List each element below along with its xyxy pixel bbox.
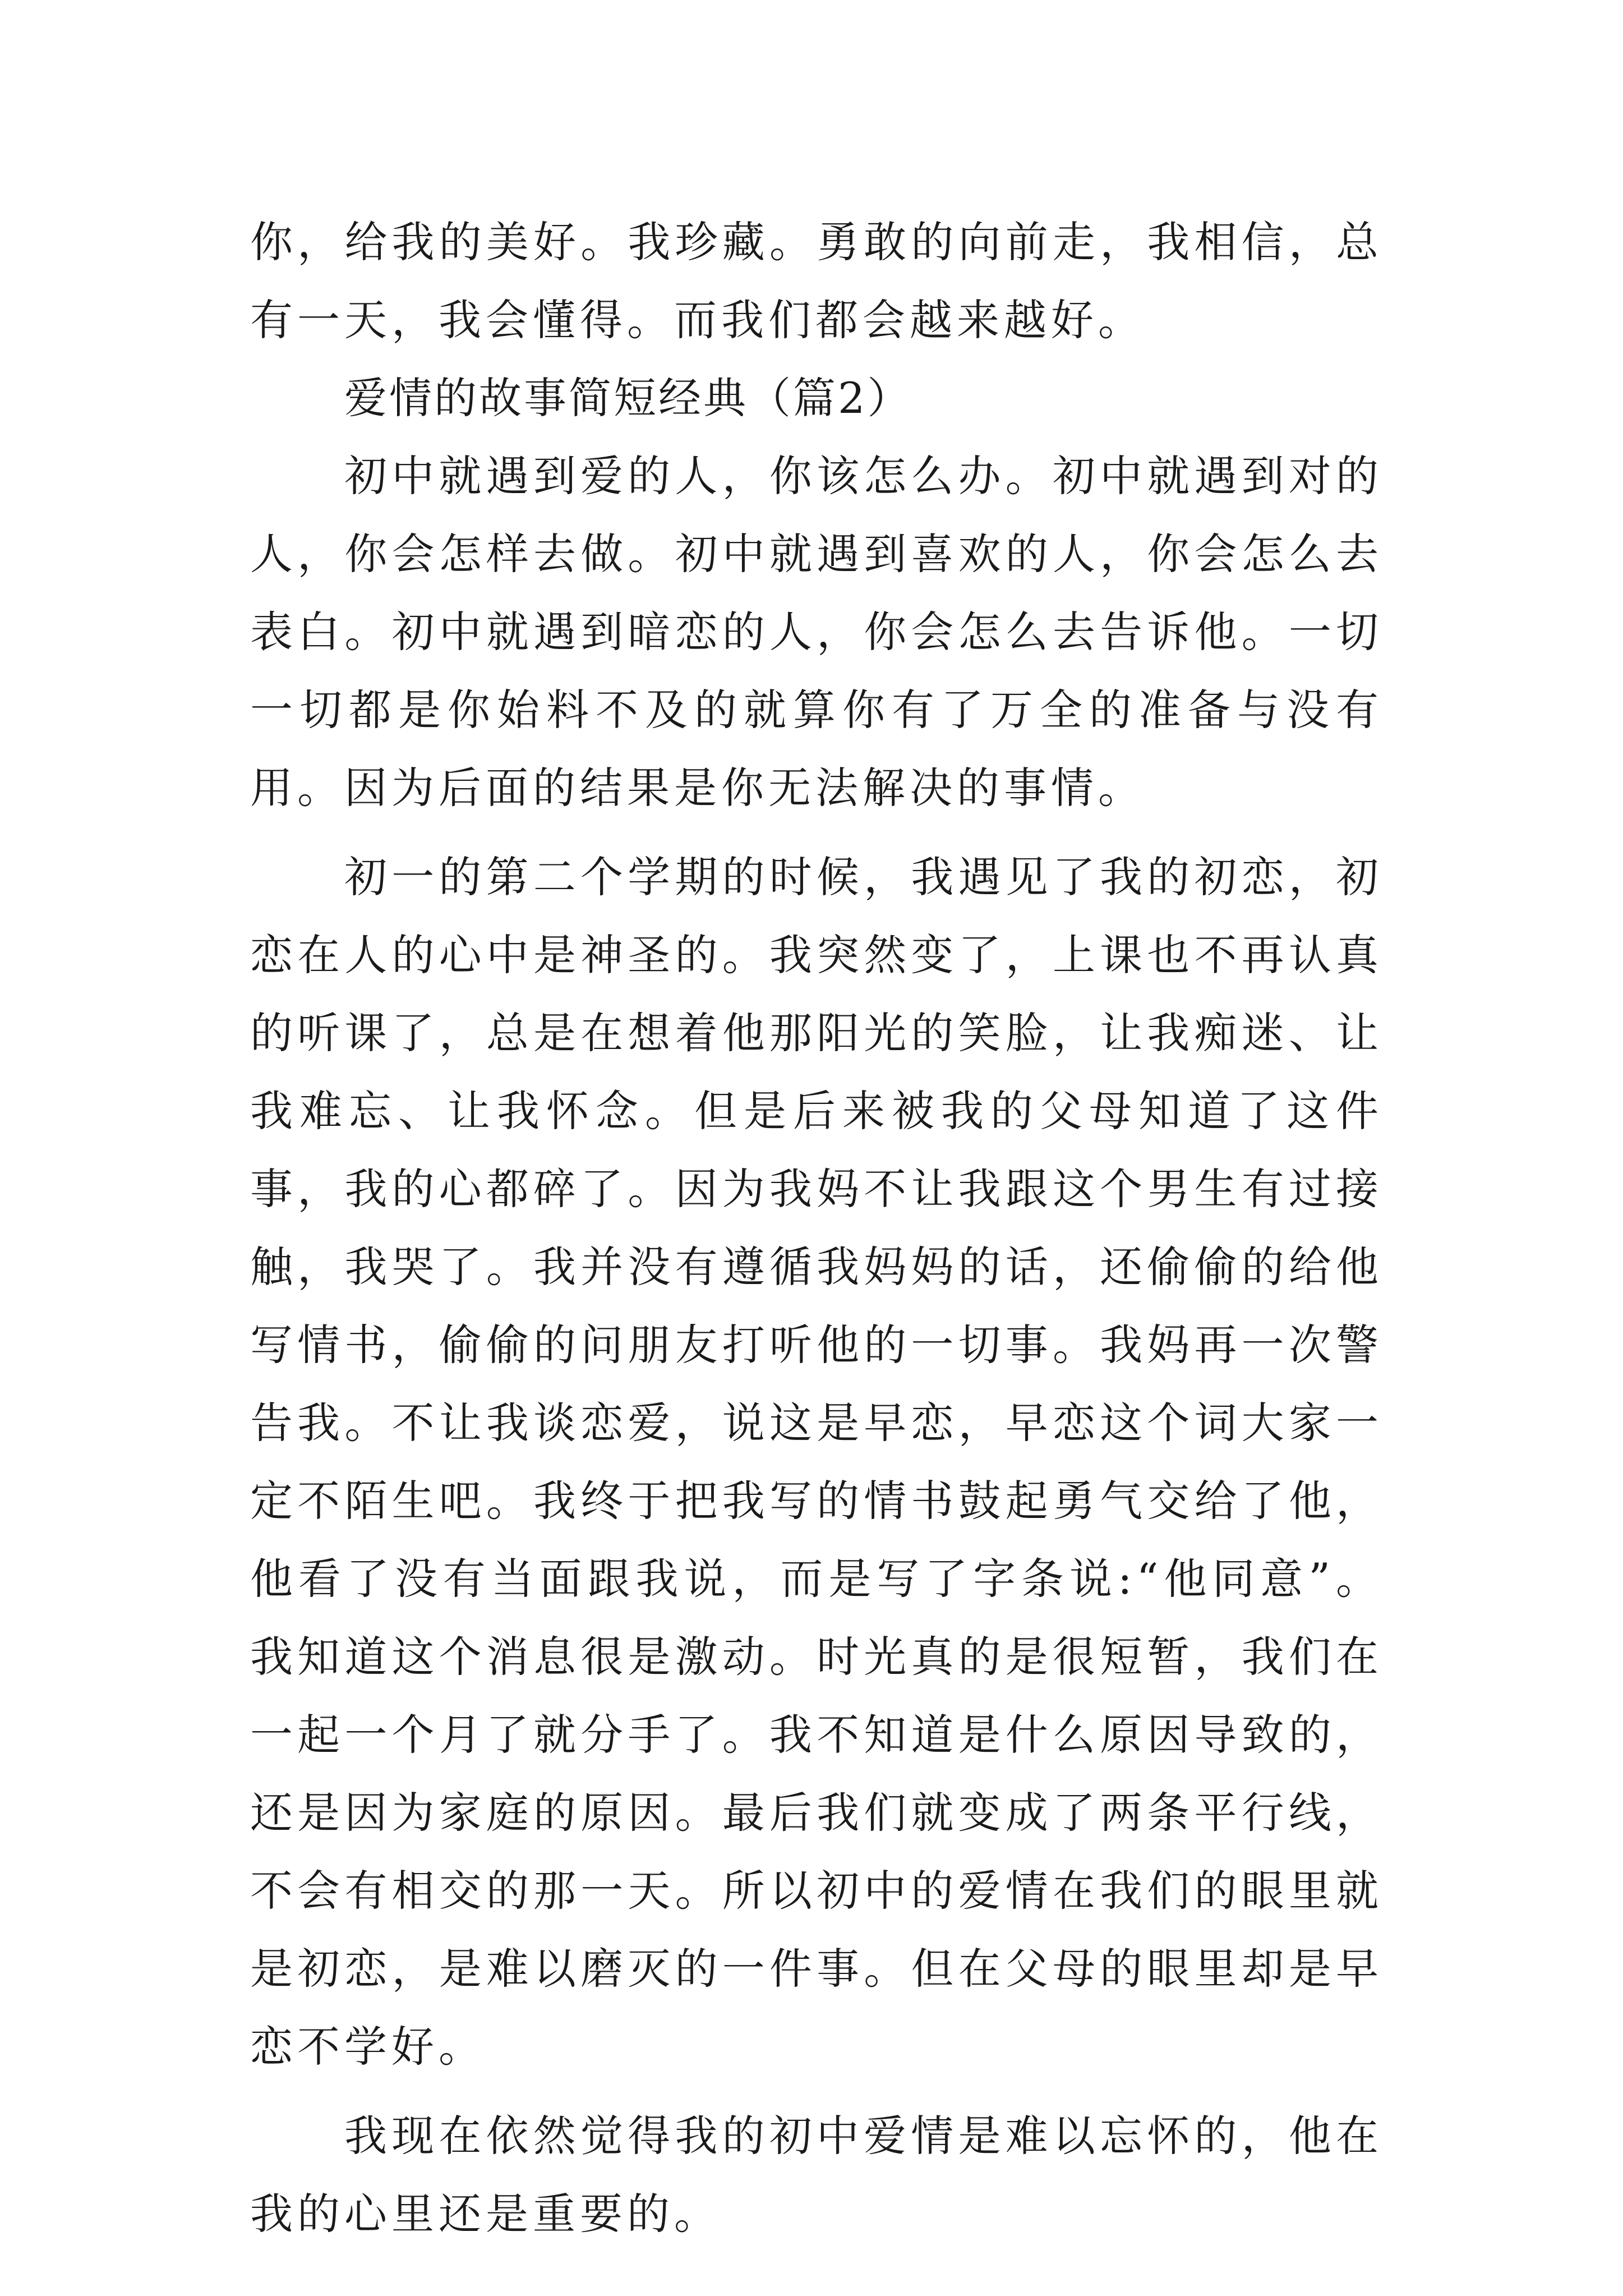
paragraph: 初中就遇到爱的人，你该怎么办。初中就遇到对的人，你会怎样去做。初中就遇到喜欢的人，你会怎么去表白。初中就遇到暗恋的人，你会怎么去告诉他。一切一切都是你始料不及的就算你有了万全的准备与没有用。因为后面的结果是你无法解决的事情。: [250, 451, 1383, 813]
paragraph: 我现在依然觉得我的初中爱情是难以忘怀的，他在我的心里还是重要的。: [250, 2111, 1383, 2239]
paragraph: 初一的第二个学期的时候，我遇见了我的初恋，初恋在人的心中是神圣的。我突然变了，上课也不再认真的听课了，总是在想着他那阳光的笑脸，让我痴迷、让我难忘、让我怀念。但是后来被我的父母知道了这件事，我的心都碎了。因为我妈不让我跟这个男生有过接触，我哭了。我并没有遵循我妈妈的话，还偷偷的给他写情书，偷偷的问朋友打听他的一切事。我妈再一次警告我。不让我谈恋爱，说这是早恋，早恋这个词大家一定不陌生吧。我终于把我写的情书鼓起勇气交给了他，他看了没有当面跟我说，而是写了字条说:“他同意”。我知道这个消息很是激动。时光真的是很短暂，我们在一起一个月了就分手了。我不知道是什么原因导致的，还是因为家庭的原因。最后我们就变成了两条平行线，不会有相交的那一天。所以初中的爱情在我们的眼里就是初恋，是难以磨灭的一件事。但在父母的眼里却是早恋不学好。: [250, 852, 1383, 2072]
document-body: [250, 203, 1383, 2253]
section-heading: 爱情的故事简短经典（篇2）: [344, 373, 912, 423]
paragraph-continuation: 你，给我的美好。我珍藏。勇敢的向前走，我相信，总有一天，我会懂得。而我们都会越来越好。: [250, 217, 1383, 345]
